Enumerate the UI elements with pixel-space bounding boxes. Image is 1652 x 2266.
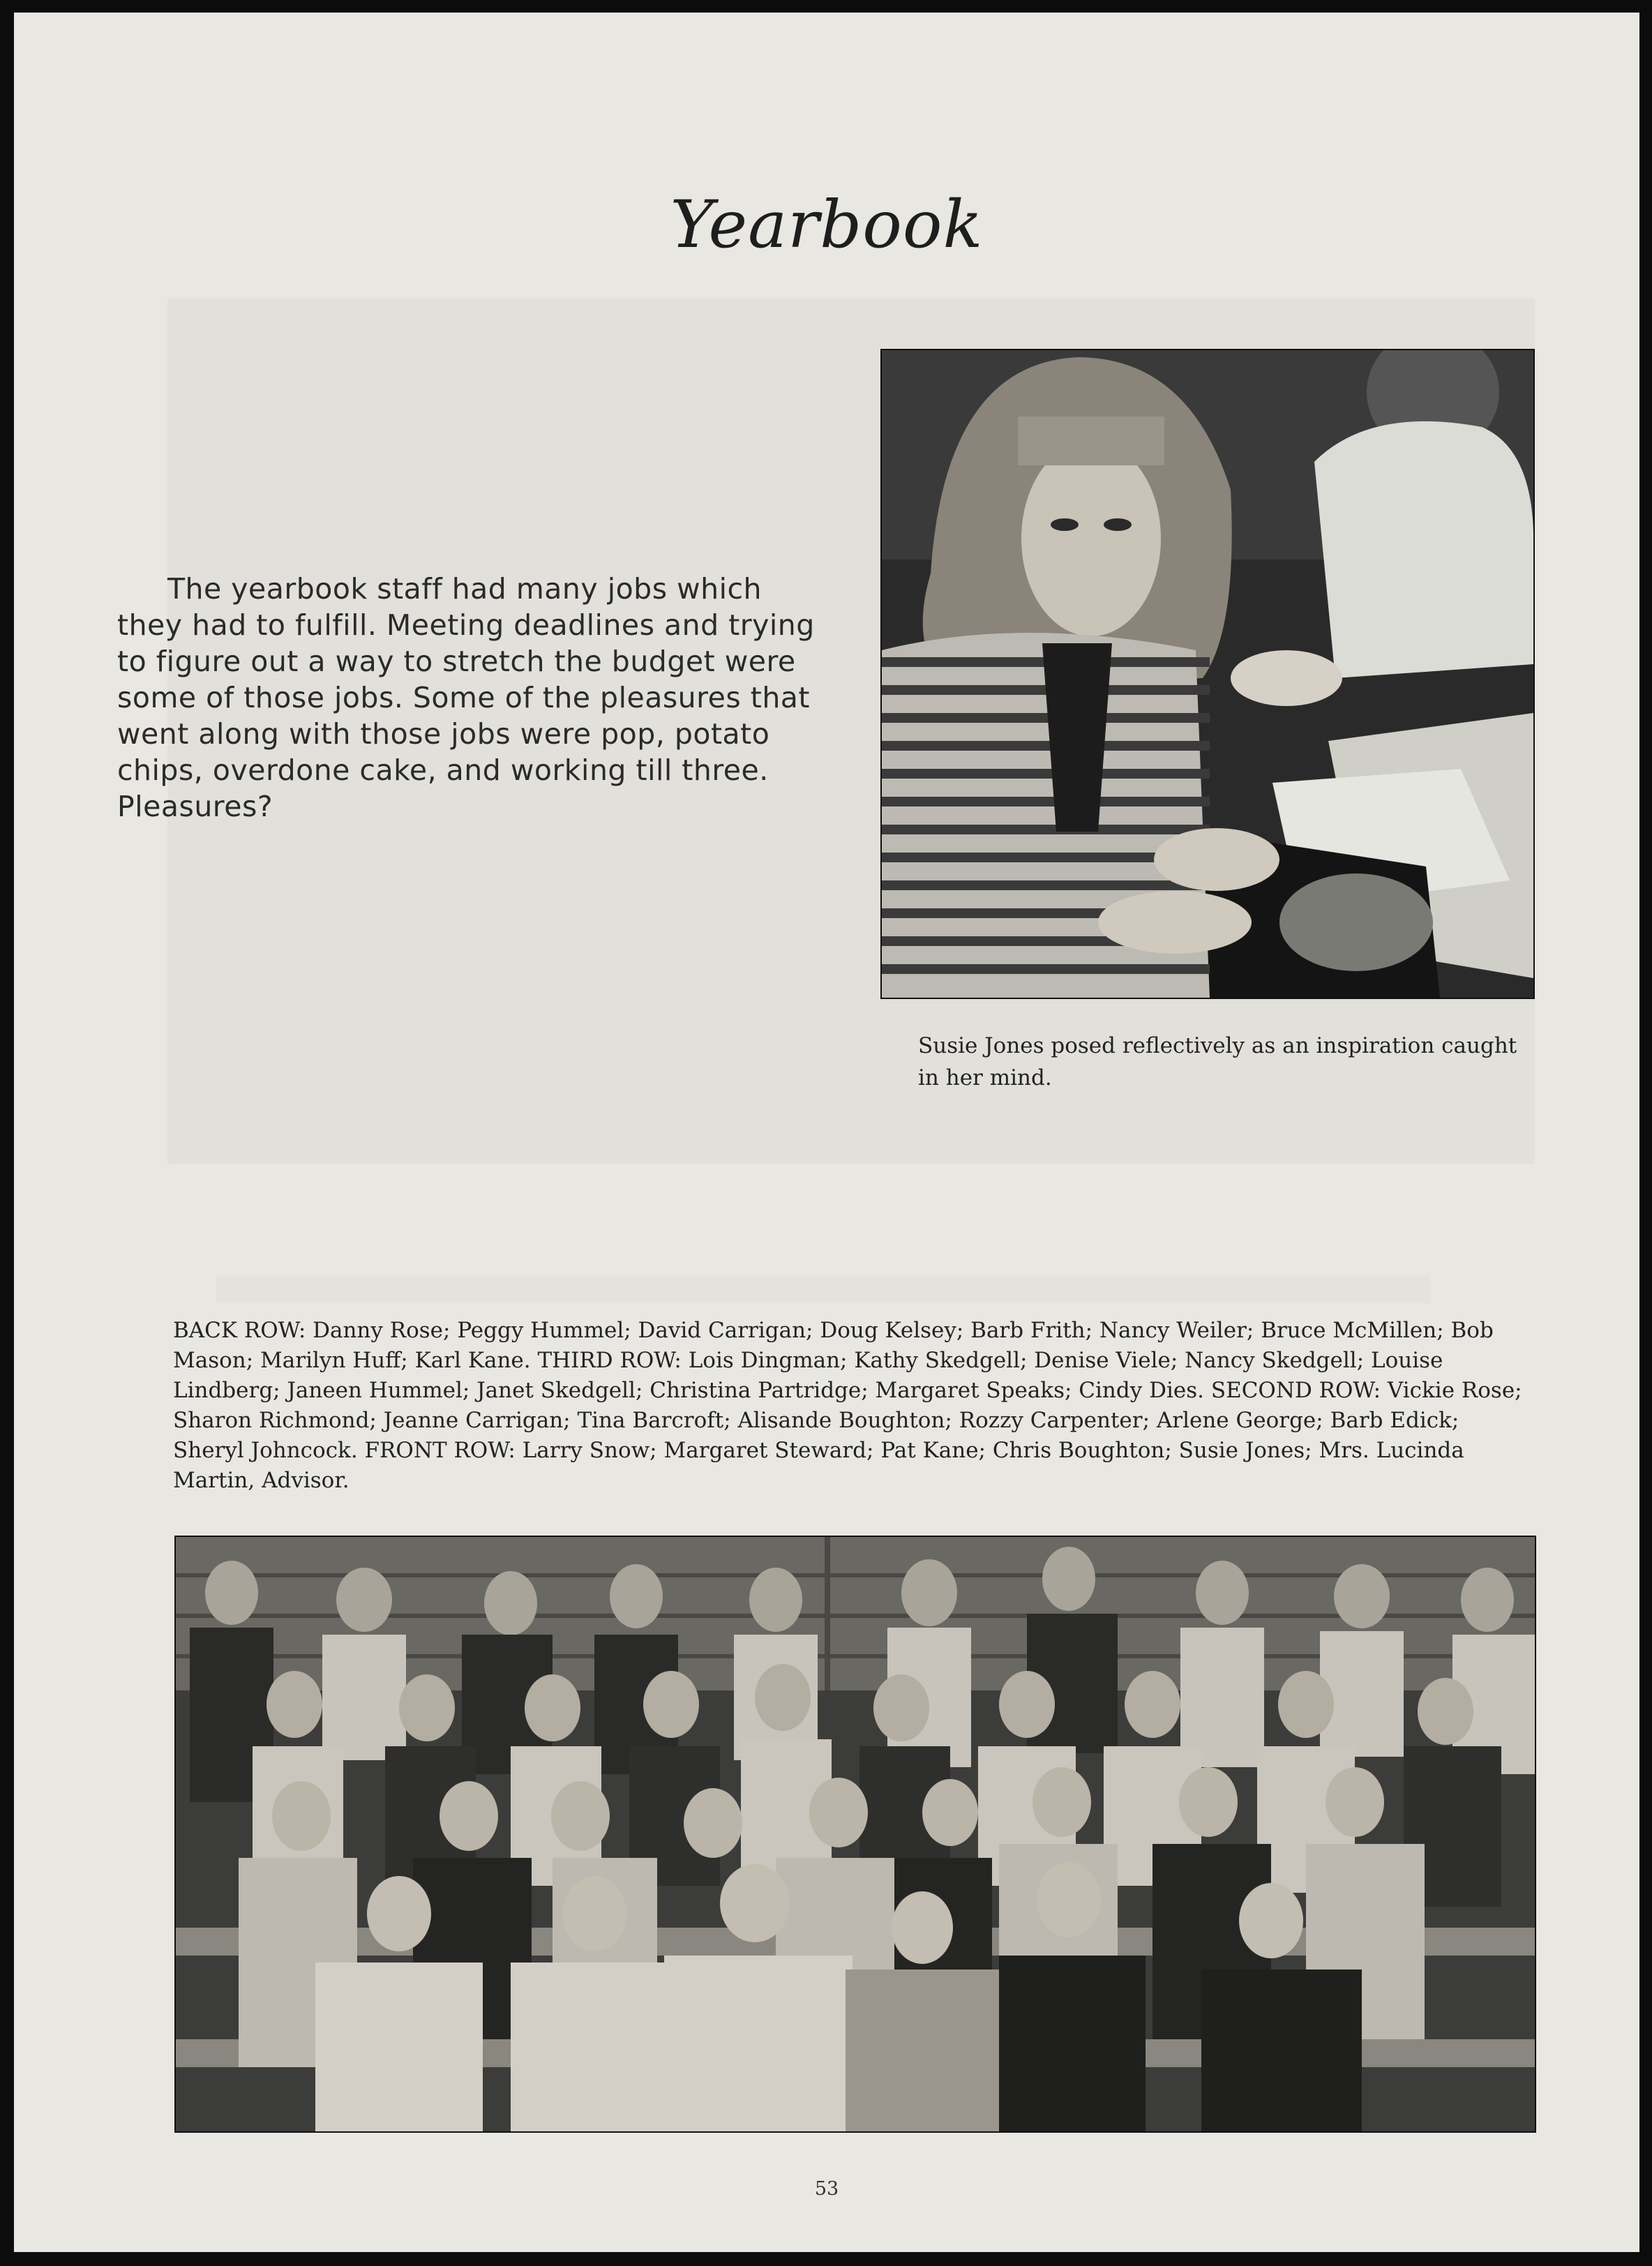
- photo-caption: Susie Jones posed reflectively as an inspiration caught in her mind.: [918, 1033, 1517, 1090]
- group-roster-caption: BACK ROW: Danny Rose; Peggy Hummel; David Carrigan; Doug Kelsey; Barb Frith; Nancy Weiler; Bruce McMillen; Bob Mason; Marilyn Huff; Karl Kane. THIRD ROW: Lois Dingman; Kathy Skedgell; Denise Viele; Nancy Skedgell; Louise Lindberg; Janeen Hummel; Janet Skedgell; Christina Partridge; Margaret Speaks; Cindy Dies. SECOND ROW: Vickie Rose; Sharon Richmond; Jeanne Carrigan; Tina Barcroft; Alisande Boughton; Rozzy Carpenter; Arlene George; Barb Edick; Sheryl Johncock. FRONT ROW: Larry Snow; Margaret Steward; Pat Kane; Chris Boughton; Susie Jones; Mrs. Lucinda Martin, Advisor.: [173, 1318, 1522, 1493]
- yearbook-page: [14, 13, 1639, 2252]
- page-number: 53: [814, 2178, 839, 2200]
- group-photo: [174, 1536, 1536, 2133]
- intro-paragraph: The yearbook staff had many jobs which they had to fulfill. Meeting deadlines and trying to figure out a way to stretch the budget were some of those jobs. Some of the pleasures that went along with those jobs were pop, potato chips, overdone cake, and working till three. Pleasures?: [117, 572, 815, 823]
- typing-photo-image: [882, 350, 1533, 998]
- typing-photo: [880, 349, 1535, 999]
- page-title: Yearbook: [670, 187, 984, 263]
- bleed-through-shadow-lower: [216, 1275, 1430, 1303]
- group-photo-image: [176, 1537, 1535, 2131]
